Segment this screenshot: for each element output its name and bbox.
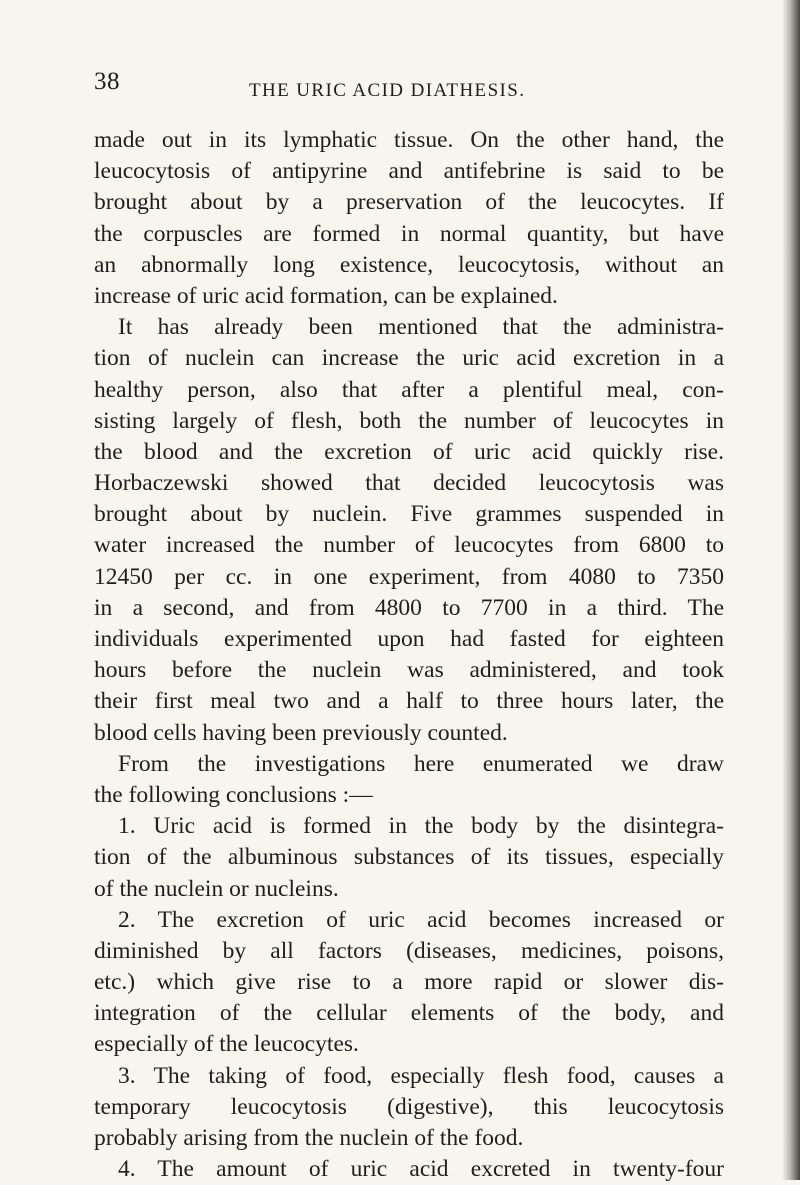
text-line: diminished by all factors (diseases, medicines, poisons, xyxy=(94,937,724,964)
text-line: increase of uric acid formation, can be explained. xyxy=(94,282,558,309)
text-line: It has already been mentioned that the administra- xyxy=(118,314,724,341)
text-line: of the nuclein or nucleins. xyxy=(94,875,339,902)
text-line: 3. The taking of food, especially flesh food, causes a xyxy=(118,1062,724,1089)
text-line: probably arising from the nuclein of the food. xyxy=(94,1125,524,1151)
text-line: the corpuscles are formed in normal quantity, but have xyxy=(94,220,724,247)
text-line: leucocytosis of antipyrine and antifebrine is said to be xyxy=(94,158,724,185)
text-line: Horbaczewski showed that decided leucocytosis was xyxy=(94,470,724,497)
text-line: etc.) which give rise to a more rapid or slower dis- xyxy=(94,969,724,996)
text-line: sisting largely of flesh, both the number of leucocytes in xyxy=(94,407,724,434)
text-line: tion of nuclein can increase the uric acid excretion in a xyxy=(94,345,724,372)
text-line: water increased the number of leucocytes from 6800 to xyxy=(94,532,724,559)
text-line: 12450 per cc. in one experiment, from 4080 to 7350 xyxy=(94,563,724,590)
running-head xyxy=(94,68,734,110)
body-text xyxy=(94,125,724,1185)
text-line: 1. Uric acid is formed in the body by the disintegra- xyxy=(118,813,724,840)
text-line: made out in its lymphatic tissue. On the other hand, the xyxy=(94,127,724,153)
text-line: brought about by nuclein. Five grammes suspended in xyxy=(94,501,724,528)
text-line: 2. The excretion of uric acid becomes increased or xyxy=(118,906,724,933)
text-line: temporary leucocytosis (digestive), this leucocytosis xyxy=(94,1093,724,1120)
text-line: 4. The amount of uric acid excreted in twenty-four xyxy=(118,1156,724,1183)
text-line: integration of the cellular elements of the body, and xyxy=(94,1000,724,1027)
running-title: THE URIC ACID DIATHESIS. xyxy=(249,80,526,101)
page-edge-shadow xyxy=(782,0,800,1180)
text-line: the following conclusions :— xyxy=(94,781,373,808)
text-line: an abnormally long existence, leucocytosis, without an xyxy=(94,251,724,278)
text-line: From the investigations here enumerated we draw xyxy=(118,750,724,777)
text-line: in a second, and from 4800 to 7700 in a third. The xyxy=(94,594,724,621)
text-line: the blood and the excretion of uric acid quickly rise. xyxy=(94,438,724,465)
text-line: blood cells having been previously counted. xyxy=(94,719,508,746)
text-line: healthy person, also that after a plentiful meal, con- xyxy=(94,376,724,403)
page-number: 38 xyxy=(94,68,120,95)
text-line: tion of the albuminous substances of its tissues, especially xyxy=(94,844,724,871)
text-line: especially of the leucocytes. xyxy=(94,1031,359,1058)
text-line: hours before the nuclein was administered, and took xyxy=(94,657,724,684)
text-line: brought about by a preservation of the leucocytes. If xyxy=(94,189,724,216)
text-line: their first meal two and a half to three hours later, the xyxy=(94,688,724,715)
text-line: individuals experimented upon had fasted for eighteen xyxy=(94,626,724,652)
